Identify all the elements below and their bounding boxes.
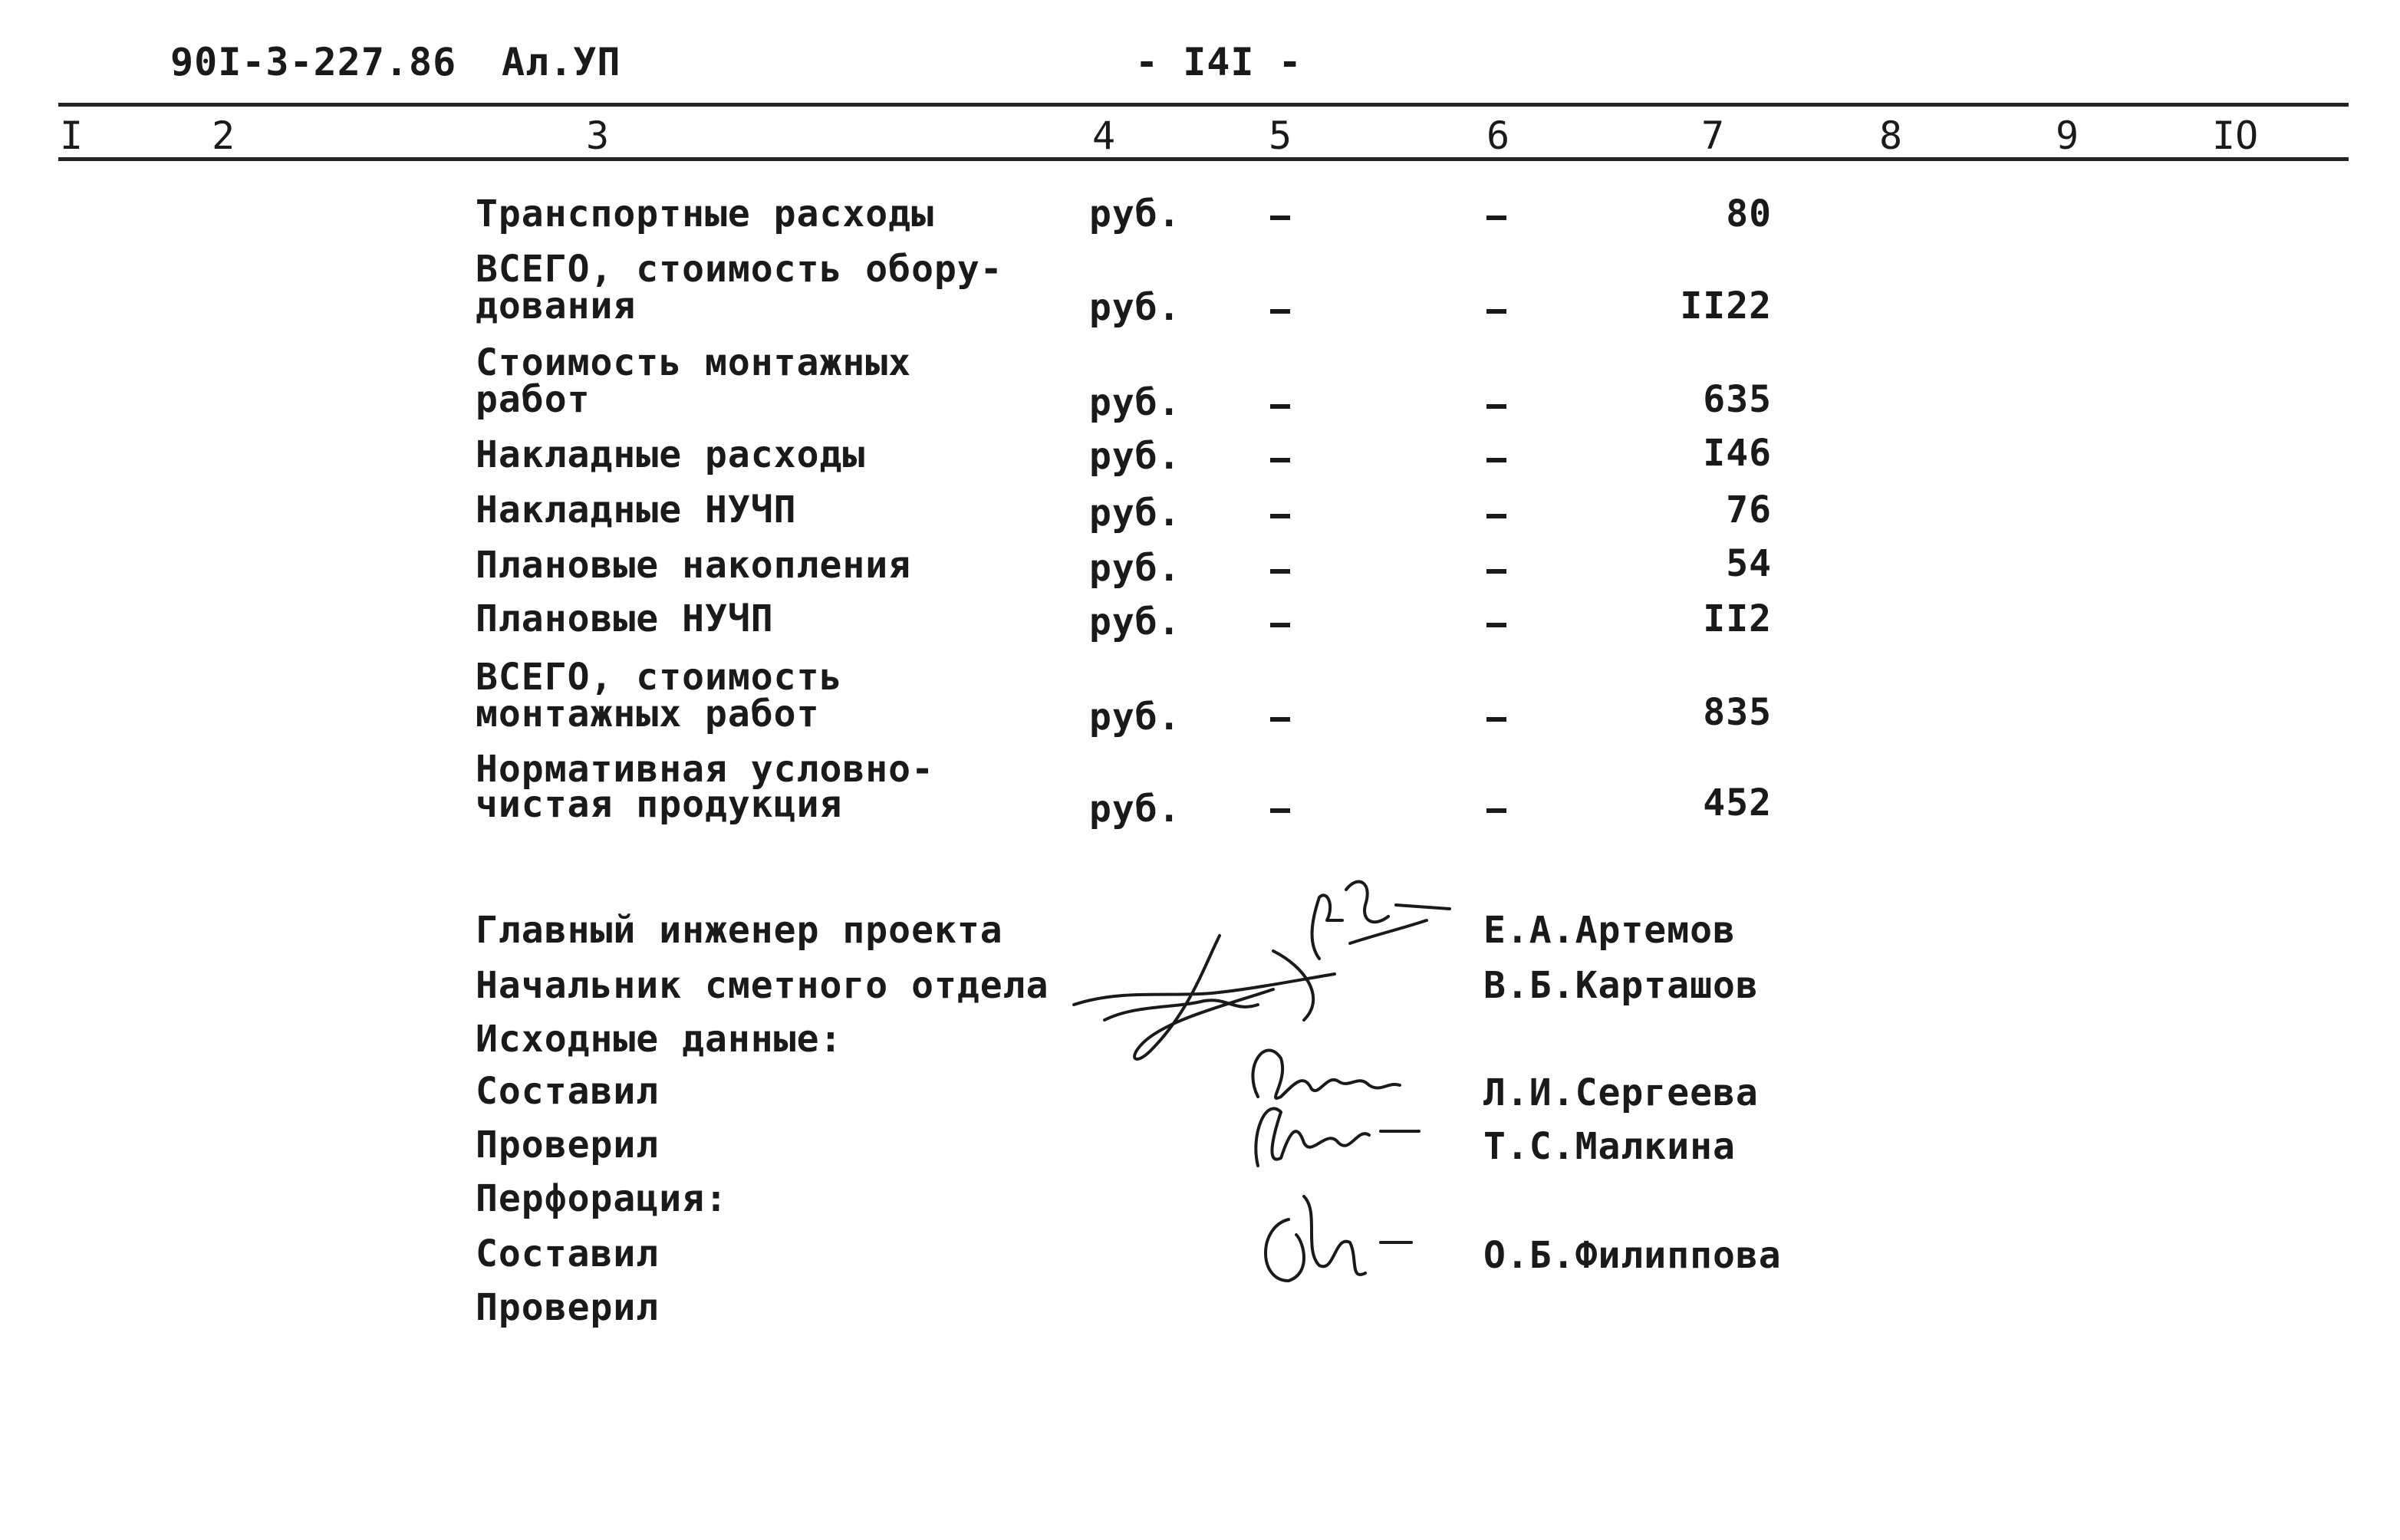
column-number-3: 3 (586, 114, 610, 158)
signature-name: Е.А.Артемов (1483, 909, 1736, 952)
row-value: 635 (1703, 378, 1772, 421)
checker-signature-1 (1243, 1089, 1427, 1181)
row-name-line: чистая продукция (476, 783, 843, 826)
signature-role: Проверил (476, 1286, 660, 1329)
row-col6-dash (1486, 808, 1506, 813)
row-name-line: ВСЕГО, стоимость (476, 656, 843, 699)
row-unit: руб. (1089, 788, 1181, 831)
row-name-line: дования (476, 285, 637, 327)
row-col5-dash (1270, 216, 1290, 220)
row-unit: руб. (1089, 435, 1181, 478)
row-name-line: Накладные НУЧП (476, 489, 797, 531)
signature-role: Проверил (476, 1124, 660, 1167)
signature-name: Т.С.Малкина (1483, 1125, 1736, 1168)
row-name-line: Накладные расходы (476, 433, 866, 476)
signature-role: Составил (476, 1232, 660, 1275)
row-col5-dash (1270, 717, 1290, 722)
row-col6-dash (1486, 514, 1506, 518)
row-col5-dash (1270, 404, 1290, 409)
row-unit: руб. (1089, 492, 1181, 535)
row-value: 452 (1703, 782, 1772, 824)
row-col6-dash (1486, 569, 1506, 574)
row-unit: руб. (1089, 696, 1181, 739)
row-col6-dash (1486, 717, 1506, 722)
row-value: 76 (1726, 489, 1772, 531)
page-number: - I4I - (1135, 40, 1302, 84)
column-number-6: 6 (1486, 114, 1510, 158)
album-label: Ал.УП (502, 40, 621, 84)
row-value: II2 (1703, 597, 1772, 640)
row-name-line: работ (476, 378, 591, 421)
top-rule (58, 103, 2349, 107)
column-number-7: 7 (1701, 114, 1725, 158)
row-name-line: ВСЕГО, стоимость обору- (476, 248, 1003, 291)
row-unit: руб. (1089, 547, 1181, 590)
column-number-2: 2 (212, 114, 235, 158)
row-unit: руб. (1089, 601, 1181, 643)
signature-role: Начальник сметного отдела (476, 964, 1049, 1007)
column-number-10: IO (2212, 114, 2259, 158)
signature-name: Л.И.Сергеева (1483, 1071, 1759, 1114)
row-value: 835 (1703, 691, 1772, 734)
row-col5-dash (1270, 808, 1290, 813)
row-col6-dash (1486, 623, 1506, 627)
row-col6-dash (1486, 309, 1506, 314)
row-name-line: Плановые НУЧП (476, 597, 774, 640)
row-col5-dash (1270, 458, 1290, 462)
column-number-9: 9 (2056, 114, 2079, 158)
row-col5-dash (1270, 623, 1290, 627)
row-unit: руб. (1089, 381, 1181, 424)
signature-name: В.Б.Карташов (1483, 964, 1759, 1007)
row-unit: руб. (1089, 192, 1181, 235)
column-number-4: 4 (1092, 114, 1116, 158)
row-unit: руб. (1089, 286, 1181, 329)
row-col5-dash (1270, 514, 1290, 518)
signature-role: Исходные данные: (476, 1018, 843, 1061)
row-value: I46 (1703, 432, 1772, 475)
document-code: 90I-3-227.86 (170, 40, 457, 84)
row-name-line: Нормативная условно- (476, 748, 934, 791)
row-col5-dash (1270, 309, 1290, 314)
row-col6-dash (1486, 404, 1506, 409)
row-name-line: Стоимость монтажных (476, 341, 912, 384)
signature-name: О.Б.Филиппова (1483, 1234, 1782, 1277)
row-name-line: Плановые накопления (476, 544, 912, 587)
compiler-signature-2 (1250, 1189, 1419, 1296)
signature-role: Главный инженер проекта (476, 909, 1003, 952)
row-value: 80 (1726, 192, 1772, 235)
row-value: II22 (1680, 285, 1772, 327)
column-number-8: 8 (1879, 114, 1903, 158)
row-value: 54 (1726, 542, 1772, 585)
column-number-1: I (60, 114, 84, 158)
row-col5-dash (1270, 569, 1290, 574)
header-bottom-rule (58, 157, 2349, 161)
row-name-line: монтажных работ (476, 693, 820, 735)
signature-role: Составил (476, 1070, 660, 1113)
row-col6-dash (1486, 458, 1506, 462)
row-name-line: Транспортные расходы (476, 192, 934, 235)
row-col6-dash (1486, 216, 1506, 220)
column-number-5: 5 (1269, 114, 1292, 158)
signature-role: Перфорация: (476, 1177, 728, 1220)
